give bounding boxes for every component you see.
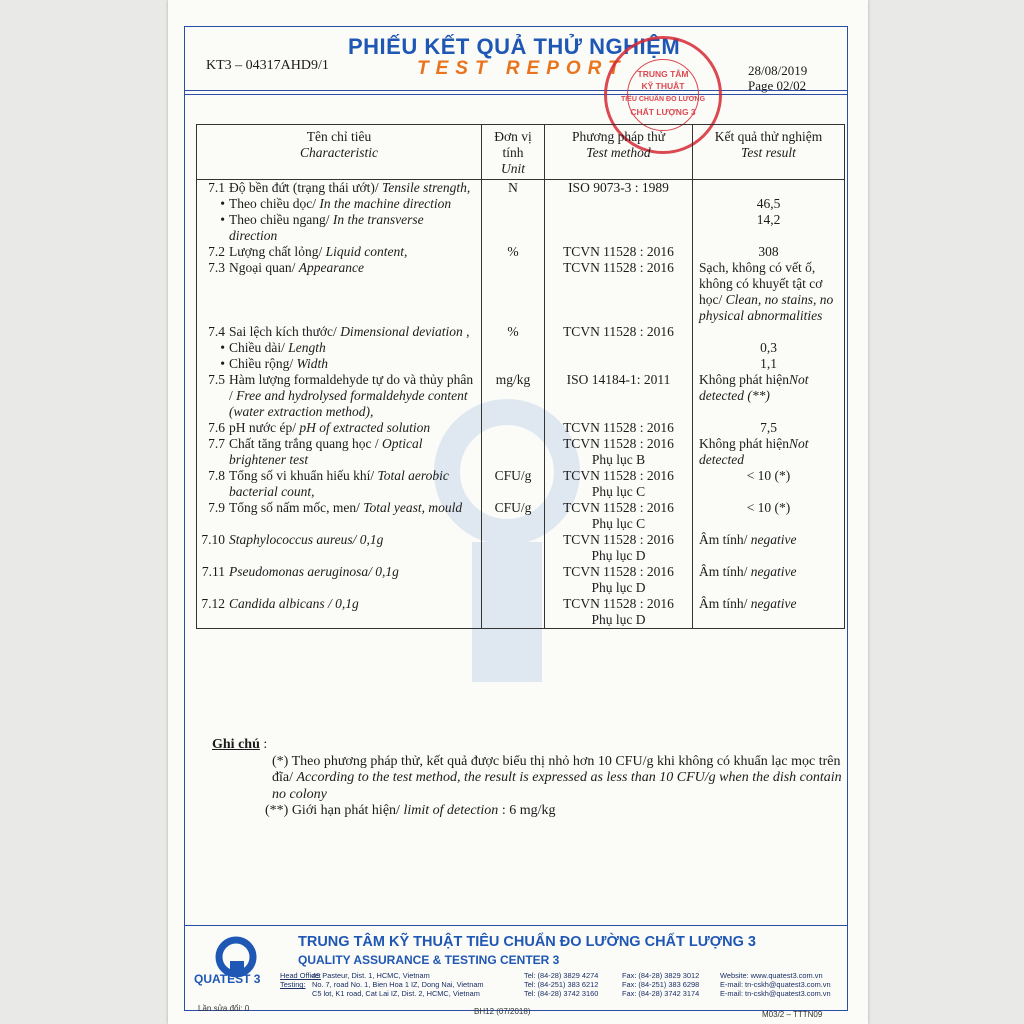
item-number: 7.12 [201, 596, 225, 611]
page-number: Page 02/02 [748, 78, 807, 93]
item-number: 7.2 [208, 244, 225, 259]
cell-result: 0,3 [693, 340, 845, 356]
cell-method: ISO 14184-1: 2011 [545, 372, 693, 420]
cell-unit [482, 196, 545, 212]
form-code: M03/2 – TTTN09 [762, 1010, 823, 1019]
table-row [197, 180, 845, 197]
cell-characteristic: • Theo chiều dọc/ In the machine direction [197, 196, 482, 212]
cell-unit: % [482, 324, 545, 340]
stamp-text-1: TRUNG TÂM [637, 69, 689, 79]
cell-result: Âm tính/ negative [693, 596, 845, 629]
item-number: 7.6 [208, 420, 225, 435]
item-number: 7.4 [208, 324, 225, 339]
table-row [197, 500, 845, 532]
cell-unit: % [482, 244, 545, 260]
cell-method: TCVN 11528 : 2016 [545, 324, 693, 340]
header-test-method: Phương pháp thử Test method [545, 125, 693, 180]
cell-method [545, 212, 693, 244]
cell-result: < 10 (*) [693, 500, 845, 532]
header-unit: Đơn vị tính Unit [482, 125, 545, 180]
note-2: (**) Giới hạn phát hiện/ limit of detection : 6 mg/kg [265, 803, 556, 818]
footer-rule [184, 925, 848, 926]
table-row [197, 372, 845, 420]
footer-web: Website: www.quatest3.com.vn E-mail: tn-cskh@quatest3.com.vn E-mail: tn-cskh@quatest3.com.vn [720, 971, 831, 999]
cell-characteristic: 7.2 Lượng chất lỏng/ Liquid content, [197, 244, 482, 260]
cell-characteristic: 7.8 Tổng số vi khuẩn hiếu khí/ Total aerobic bacterial count, [197, 468, 482, 500]
cell-characteristic: 7.4 Sai lệch kích thước/ Dimensional deviation , [197, 324, 482, 340]
cell-method: TCVN 11528 : 2016 Phụ lục C [545, 500, 693, 532]
cell-characteristic: 7.9 Tổng số nấm mốc, men/ Total yeast, mould [197, 500, 482, 532]
table-header-row [197, 125, 845, 180]
title-vietnamese: PHIẾU KẾT QUẢ THỬ NGHIỆM [348, 34, 681, 59]
cell-unit [482, 532, 545, 564]
logo-text: QUATEST 3 [194, 972, 261, 986]
cell-method: TCVN 11528 : 2016 Phụ lục C [545, 468, 693, 500]
notes-section: Ghi chú : (*) Theo phương pháp thử, kết quả được biểu thị nhỏ hơn 10 CFU/g khi không có khuẩn lạc mọc trên đĩa/ According to the test method, the result is expressed as less than 10 CFU/g when the dish contain no colony (**) Giới hạn phát hiện/ limit of detection : 6 mg/kg [212, 737, 852, 820]
cell-unit [482, 340, 545, 356]
item-number: 7.11 [201, 564, 225, 579]
header-meta [748, 63, 807, 93]
cell-method: TCVN 11528 : 2016 [545, 420, 693, 436]
table-row [197, 340, 845, 356]
cell-method: TCVN 11528 : 2016 Phụ lục D [545, 532, 693, 564]
cell-characteristic: • Theo chiều ngang/ In the transverse direction [197, 212, 482, 244]
header-characteristic: Tên chỉ tiêu Characteristic [197, 125, 482, 180]
revision-number: Lần sửa đổi: 0 [198, 1004, 250, 1013]
cell-characteristic: 7.10 Staphylococcus aureus/ 0,1g [197, 532, 482, 564]
stamp-text-4: CHẤT LƯỢNG 3 [630, 107, 696, 117]
table-row [197, 468, 845, 500]
cell-result: 1,1 [693, 356, 845, 372]
cell-unit [482, 260, 545, 324]
header-test-result: Kết quả thử nghiệm Test result [693, 125, 845, 180]
header-rule-2 [184, 94, 848, 95]
notes-heading: Ghi chú [212, 737, 260, 752]
table-row [197, 244, 845, 260]
item-number: 7.7 [208, 436, 225, 451]
table-row [197, 196, 845, 212]
cell-unit: N [482, 180, 545, 197]
table-row [197, 532, 845, 564]
cell-unit [482, 356, 545, 372]
cell-result: Âm tính/ negative [693, 532, 845, 564]
title-english: TEST REPORT [417, 58, 627, 79]
cell-unit [482, 436, 545, 468]
cell-characteristic: 7.7 Chất tăng trắng quang học / Optical brightener test [197, 436, 482, 468]
cell-unit: CFU/g [482, 468, 545, 500]
cell-result: 46,5 [693, 196, 845, 212]
cell-characteristic: 7.1 Độ bền đứt (trạng thái ướt)/ Tensile strength, [197, 180, 482, 197]
cell-result: < 10 (*) [693, 468, 845, 500]
footer-addresses: 49 Pasteur, Dist. 1, HCMC, Vietnam No. 7, road No. 1, Bien Hoa 1 IZ, Dong Nai, Vietnam C5 lot, K1 road, Cat Lai IZ, Dist. 2, HCMC, Vietnam [312, 971, 484, 999]
cell-method: TCVN 11528 : 2016 Phụ lục D [545, 564, 693, 596]
report-code: KT3 – 04317AHD9/1 [206, 58, 329, 73]
cell-characteristic: 7.6 pH nước ép/ pH of extracted solution [197, 420, 482, 436]
item-number: • [220, 196, 225, 211]
cell-result: Không phát hiệnNot detected (**) [693, 372, 845, 420]
cell-result [693, 324, 845, 340]
cell-result [693, 180, 845, 197]
table-row [197, 436, 845, 468]
header-rule [184, 90, 848, 91]
item-number: • [220, 340, 225, 355]
item-number: 7.1 [208, 180, 225, 195]
table-row [197, 596, 845, 629]
cell-method: TCVN 11528 : 2016 Phụ lục D [545, 596, 693, 629]
item-number: 7.10 [201, 532, 225, 547]
cell-unit: CFU/g [482, 500, 545, 532]
item-number: • [220, 212, 225, 227]
note-1: (*) Theo phương pháp thử, kết quả được biểu thị nhỏ hơn 10 CFU/g khi không có khuẩn lạc mọc trên đĩa/ According to the test method, the result is expressed as less than 10 CFU/g when the dish contain no colony [272, 753, 842, 802]
cell-method: TCVN 11528 : 2016 [545, 244, 693, 260]
cell-characteristic: 7.5 Hàm lượng formaldehyde tự do và thủy phân / Free and hydrolysed formaldehyde content (water extraction method), [197, 372, 482, 420]
stamp-text-2: KỸ THUẬT [641, 81, 685, 91]
footer-labels: Head Office: Testing: [280, 971, 321, 990]
cell-result: Sạch, không có vết ố, không có khuyết tật cơ học/ Clean, no stains, no physical abnormalities [693, 260, 845, 324]
table-row [197, 564, 845, 596]
item-number: • [220, 356, 225, 371]
cell-result: Không phát hiệnNot detected [693, 436, 845, 468]
cell-method: TCVN 11528 : 2016 [545, 260, 693, 324]
cell-unit [482, 564, 545, 596]
cell-result: Âm tính/ negative [693, 564, 845, 596]
cell-characteristic: 7.11 Pseudomonas aeruginosa/ 0,1g [197, 564, 482, 596]
cell-result: 14,2 [693, 212, 845, 244]
stamp-text-3: TIÊU CHUẨN ĐO LƯỜNG [620, 96, 706, 103]
quatest-logo [194, 935, 282, 1005]
cell-unit [482, 596, 545, 629]
table-row [197, 324, 845, 340]
table-row [197, 212, 845, 244]
table-row [197, 260, 845, 324]
cell-characteristic: 7.12 Candida albicans / 0,1g [197, 596, 482, 629]
cell-method [545, 196, 693, 212]
table-row [197, 420, 845, 436]
cell-unit: mg/kg [482, 372, 545, 420]
cell-characteristic: • Chiều rộng/ Width [197, 356, 482, 372]
cell-method: ISO 9073-3 : 1989 [545, 180, 693, 197]
cell-characteristic: • Chiều dài/ Length [197, 340, 482, 356]
footer-phones: Tel: (84-28) 3829 4274 Tel: (84-251) 383 6212 Tel: (84-28) 3742 3160 [524, 971, 599, 999]
footer-faxes: Fax: (84-28) 3829 3012 Fax: (84-251) 383 6298 Fax: (84-28) 3742 3174 [622, 971, 700, 999]
footer-org-en: QUALITY ASSURANCE & TESTING CENTER 3 [298, 953, 560, 967]
item-number: 7.3 [208, 260, 225, 275]
form-number: BH12 (07/2018) [474, 1007, 531, 1016]
results-table [196, 124, 845, 629]
report-date: 28/08/2019 [748, 63, 808, 78]
cell-unit [482, 420, 545, 436]
cell-characteristic: 7.3 Ngoại quan/ Appearance [197, 260, 482, 324]
cell-unit [482, 212, 545, 244]
table-row [197, 356, 845, 372]
cell-method [545, 356, 693, 372]
cell-method [545, 340, 693, 356]
footer-org-vn: TRUNG TÂM KỸ THUẬT TIÊU CHUẨN ĐO LƯỜNG CHẤT LƯỢNG 3 [298, 934, 756, 950]
cell-result: 7,5 [693, 420, 845, 436]
cell-result: 308 [693, 244, 845, 260]
item-number: 7.9 [208, 500, 225, 515]
cell-method: TCVN 11528 : 2016 Phụ lục B [545, 436, 693, 468]
item-number: 7.5 [208, 372, 225, 387]
item-number: 7.8 [208, 468, 225, 483]
